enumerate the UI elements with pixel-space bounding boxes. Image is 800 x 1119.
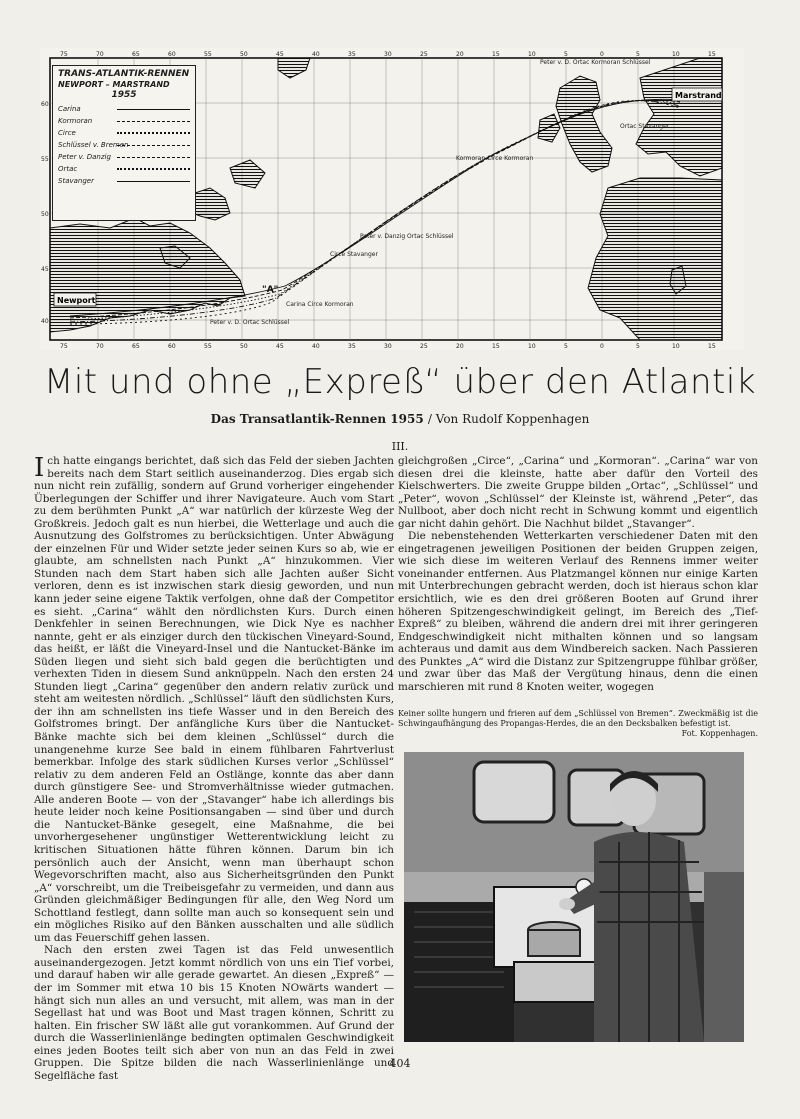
legend-entry: Carina <box>58 103 190 115</box>
article-title: Mit und ohne „Expreß“ über den Atlantik <box>43 362 757 402</box>
svg-text:70: 70 <box>96 343 104 350</box>
svg-text:0: 0 <box>600 51 604 58</box>
legend-entry: Circe <box>58 127 190 139</box>
svg-text:30: 30 <box>384 51 392 58</box>
map-annotation: Ortac Stavanger <box>620 123 670 130</box>
map-legend <box>52 65 196 221</box>
svg-text:10: 10 <box>672 51 680 58</box>
svg-text:75: 75 <box>60 51 68 58</box>
svg-text:40: 40 <box>312 51 320 58</box>
galley-photo <box>404 752 744 1042</box>
svg-text:50: 50 <box>41 211 49 218</box>
svg-text:15: 15 <box>492 51 500 58</box>
svg-text:20: 20 <box>456 343 464 350</box>
place-marstrand: Marstrand <box>675 91 722 100</box>
svg-text:15: 15 <box>708 51 716 58</box>
drop-cap: I <box>34 453 45 483</box>
svg-text:55: 55 <box>204 51 212 58</box>
svg-text:45: 45 <box>276 51 284 58</box>
photo-caption <box>398 709 758 739</box>
svg-text:5: 5 <box>636 343 640 350</box>
svg-text:10: 10 <box>528 51 536 58</box>
svg-text:15: 15 <box>708 343 716 350</box>
svg-text:55: 55 <box>41 156 49 163</box>
route-map <box>40 48 744 350</box>
map-annotation: Peter v. Danzig Ortac Schlüssel <box>360 233 454 240</box>
map-annotation: Kormoran Circe Kormoran <box>456 155 534 162</box>
svg-text:10: 10 <box>672 343 680 350</box>
page-number: 404 <box>389 1057 411 1070</box>
subtitle-text: Das Transatlantik-Rennen 1955 <box>210 412 424 426</box>
svg-text:60: 60 <box>41 101 49 108</box>
author-separator: / <box>427 412 436 426</box>
svg-text:25: 25 <box>420 343 428 350</box>
place-newport: Newport <box>57 296 96 305</box>
paragraph: Ich hatte eingangs berichtet, daß sich das Feld der sieben Jachten bereits nach dem Start seitlich auseinanderzog. Dies ergab sich nun nicht rein zufällig, sondern auf Grund vorheriger eingehender Überlegungen der Schiffer und ihrer Navigateure. Auch vom Start zu dem berühmten Punkt „A“ war natürlich der kürzeste Weg der Großkreis. Jedoch galt es nun hierbei, die Wetterlage und auch die Ausnutzung des Golfstromes zu berücksichtigen. Unter Abwägung der einzelnen Für und Wider setzte jeder seinen Kurs so ab, wie er glaubte, am schnellsten nach Punkt „A“ hinzukommen. Vier Stunden nach dem Start haben sich alle Jachten außer Sicht verloren, denn es ist inzwischen stark diesig geworden, und nun kann jeder seine eigene Taktik verfolgen, ohne daß der Competitor es sieht. „Carina“ wählt den nördlichsten Kurs. Durch einen Denkfehler in seinen Berechnungen, wie Dick Nye es nachher nannte, geht er als einziger durch den tückischen Vineyard-Sound, das heißt, er läßt die Vineyard-Insel und die Nantucket-Bänke im Süden liegen und sieht sich bald gegen die berüchtigten und verhexten Tiden in diesem Sund anknüppeln. Nach den ersten 24 Stunden liegt „Carina“ gegenüber den andern relativ zurück und steht am weitesten nördlich. „Schlüssel“ läuft den südlichsten Kurs, der ihn am schnellsten ins tiefe Wasser und in den Bereich des Golfstromes bringt. Der anfängliche Kurs über die Nantucket-Bänke machte sich bei dem kleinen „Schlüssel“ durch die unangenehme kurze See bald in einem fühlbaren Fahrtverlust bemerkbar. Infolge des stark südlichen Kurses verlor „Schlüssel“ relativ zu dem anderen Feld an Ostlänge, konnte das aber dann durch günstigere See- und Stromverhältnisse wieder gutmachen. Alle anderen Boote — von der „Stavanger“ habe ich allerdings bis heute leider noch keine Positionsangaben — sind über und durch die Nantucket-Bänke gesegelt, eine Maßnahme, die bei unvorhergesehener ungünstiger Wetterentwicklung leicht zu kritischen Situationen hätte führen können. Darum bin ich persönlich auch der Ansicht, wenn man überhaupt schon Wegevorschriften macht, also aus Sicherheitsgründen den Punkt „A“ vorschreibt, um die Treibeisgefahr zu vermeiden, und dann aus Gründen gleichmäßiger Bedingungen für alle, den Weg Nord um Schottland festlegt, dann sollte man auch so konsequent sein und ein mögliches Risiko auf den Bänken ausschalten und alle südlich um das Feuerschiff gehen lassen. <box>34 453 394 944</box>
svg-text:65: 65 <box>132 51 140 58</box>
paragraph: Die nebenstehenden Wetterkarten verschiedener Daten mit den eingetragenen jeweiligen Positionen der beiden Gruppen zeigen, wie sich diese im weiteren Verlauf des Rennens immer weiter voneinander entfernen. Aus Platzmangel können nur einige Karten mit Unterbrechungen gebracht werden, doch ist hieraus schon klar ersichtlich, wie es den drei größeren Booten auf Grund ihrer höheren Spitzengeschwindigkeit gelingt, im Bereich des „Tief-Expreß“ zu bleiben, während die andern drei mit ihrer geringeren Endgeschwindigkeit nicht mithalten können und so langsam achteraus und damit aus dem Windbereich sacken. Nach Passieren des Punktes „A“ wird die Distanz zur Spitzengruppe fühlbar größer, und zwar über das Maß der Vergütung hinaus, denn die einen marschieren mit rund 8 Knoten weiter, wogegen <box>398 530 758 693</box>
caption-text: Keiner sollte hungern und frieren auf dem „Schlüssel von Bremen“. Zweckmäßig ist die Schwingaufhängung des Propangas-Herdes, die an den Decksbalken befestigt ist. <box>398 709 758 728</box>
article-subtitle <box>0 412 800 426</box>
svg-text:50: 50 <box>240 343 248 350</box>
section-number: III. <box>391 440 409 453</box>
point-a-label: "A" <box>262 285 279 295</box>
svg-text:35: 35 <box>348 343 356 350</box>
svg-text:40: 40 <box>41 318 49 325</box>
svg-text:20: 20 <box>456 51 464 58</box>
svg-text:5: 5 <box>636 51 640 58</box>
svg-text:45: 45 <box>41 266 49 273</box>
svg-text:50: 50 <box>240 51 248 58</box>
map-annotation: Carina Circe Kormoran <box>286 301 354 308</box>
right-column <box>398 455 758 693</box>
legend-entry: Ortac <box>58 163 190 175</box>
paragraph: Nach den ersten zwei Tagen ist das Feld unwesentlich auseinandergezogen. Jetzt kommt nördlich von uns ein Tief vorbei, und darauf haben wir alle gerade gewartet. An diesen „Expreß“ — der im Sommer mit etwa 10 bis 15 Knoten NOwärts wandert — hängt sich nun alles an und versucht, mit allem, was man in der Segellast hat und was Boot und Mast tragen können, Schritt zu halten. Ein frischer SW läßt alle gut vorankommen. Auf Grund der durch die Wasserlinienlänge bedingten optimalen Geschwindigkeit eines jeden Bootes teilt sich aber von nun an das Feld in zwei Gruppen. Die Spitze bilden die nach Wasserlinienlänge und Segelfläche fast <box>34 944 394 1082</box>
legend-entry: Schlüssel v. Bremen <box>58 139 190 151</box>
svg-text:15: 15 <box>492 343 500 350</box>
svg-text:70: 70 <box>96 51 104 58</box>
legend-entry: Kormoran <box>58 115 190 127</box>
legend-year: 1955 <box>111 90 137 100</box>
svg-text:40: 40 <box>312 343 320 350</box>
svg-text:45: 45 <box>276 343 284 350</box>
svg-text:75: 75 <box>60 343 68 350</box>
author-name: Von Rudolf Koppenhagen <box>435 412 590 426</box>
photo-credit: Fot. Koppenhagen. <box>681 729 758 738</box>
svg-text:25: 25 <box>420 51 428 58</box>
svg-text:5: 5 <box>564 51 568 58</box>
legend-route: NEWPORT – MARSTRAND <box>58 80 170 89</box>
left-column <box>34 455 394 1082</box>
svg-text:5: 5 <box>564 343 568 350</box>
map-annotation: Circe Stavanger <box>330 251 378 258</box>
svg-text:55: 55 <box>204 343 212 350</box>
map-annotation: Peter v. D. Ortac Schlüssel <box>210 319 290 326</box>
galley-photo-graphic <box>404 752 744 1042</box>
svg-text:60: 60 <box>168 51 176 58</box>
legend-entry: Peter v. Danzig <box>58 151 190 163</box>
svg-text:10: 10 <box>528 343 536 350</box>
map-annotation: Peter v. D. Ortac Kormoran Schlüssel <box>540 59 651 66</box>
legend-entry: Stavanger <box>58 175 190 187</box>
svg-text:65: 65 <box>132 343 140 350</box>
paragraph: gleichgroßen „Circe“, „Carina“ und „Kormoran“. „Carina“ war von diesen drei die kleinste, hatte aber dafür den Vorteil des Kielschwerters. Die zweite Gruppe bilden „Ortac“, „Schlüssel“ und „Peter“, wovon „Schlüssel“ der Kleinste ist, während „Peter“, das Nullboot, aber doch nicht recht in Schwung kommt und eigentlich gar nicht dahin gehört. Die Nachhut bildet „Stavanger“. <box>398 455 758 530</box>
svg-text:60: 60 <box>168 343 176 350</box>
svg-text:0: 0 <box>600 343 604 350</box>
svg-text:35: 35 <box>348 51 356 58</box>
legend-title: TRANS-ATLANTIK-RENNEN <box>58 69 190 79</box>
svg-text:30: 30 <box>384 343 392 350</box>
